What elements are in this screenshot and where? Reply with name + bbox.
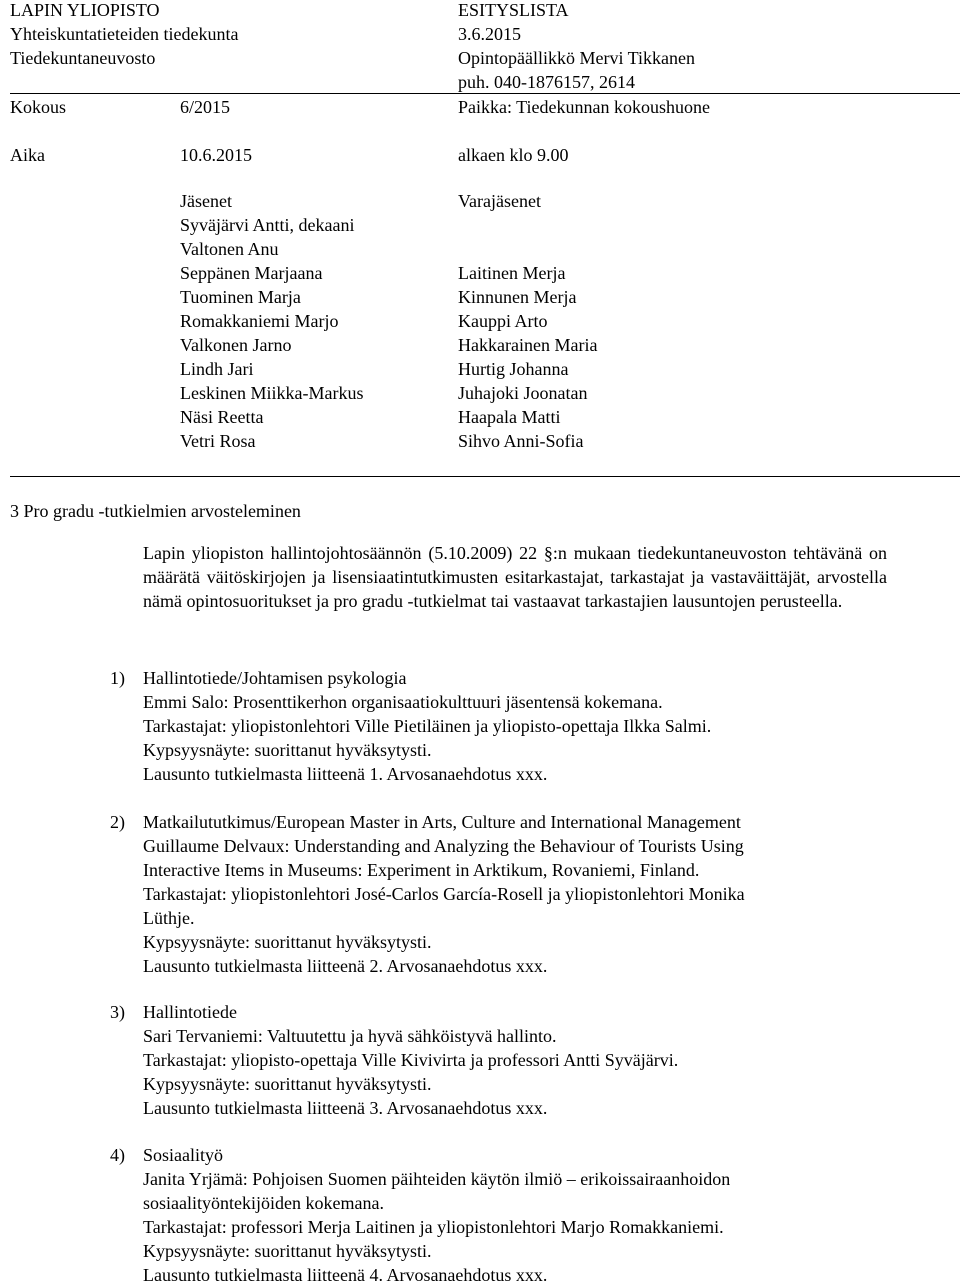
member-name: Leskinen Miikka-Markus	[180, 383, 364, 403]
university-name: LAPIN YLIOPISTO	[10, 0, 160, 20]
maturity-test: Kypsyysnäyte: suorittanut hyväksytysti.	[143, 932, 432, 952]
meeting-time: alkaen klo 9.00	[458, 145, 569, 165]
thesis-title: Emmi Salo: Prosenttikerhon organisaatiokulttuuri jäsentensä kokemana.	[143, 692, 663, 712]
thesis-title: Guillaume Delvaux: Understanding and Analyzing the Behaviour of Tourists Using	[143, 836, 744, 856]
statement: Lausunto tutkielmasta liitteenä 1. Arvosanaehdotus xxx.	[143, 764, 548, 784]
examiners: Lüthje.	[143, 908, 195, 928]
statement: Lausunto tutkielmasta liitteenä 2. Arvosanaehdotus xxx.	[143, 956, 548, 976]
item-number: 1)	[110, 668, 125, 688]
deputy-name: Haapala Matti	[458, 407, 561, 427]
member-name: Romakkaniemi Marjo	[180, 311, 339, 331]
meeting-number: 6/2015	[180, 97, 231, 117]
thesis-item	[143, 1143, 887, 1287]
item-subject: Sosiaalityö	[143, 1145, 223, 1165]
deputies-title: Varajäsenet	[458, 191, 541, 211]
item-number: 4)	[110, 1145, 125, 1165]
thesis-item	[143, 1000, 887, 1120]
item-number: 3)	[110, 1002, 125, 1022]
examiners: Tarkastajat: professori Merja Laitinen ja yliopistonlehtori Marjo Romakkaniemi.	[143, 1217, 724, 1237]
document-date: 3.6.2015	[458, 24, 521, 44]
deputy-name: Kinnunen Merja	[458, 287, 577, 307]
document-type: ESITYSLISTA	[458, 0, 569, 20]
meeting-date: 10.6.2015	[180, 145, 252, 165]
member-name: Lindh Jari	[180, 359, 254, 379]
maturity-test: Kypsyysnäyte: suorittanut hyväksytysti.	[143, 1074, 432, 1094]
members-title: Jäsenet	[180, 191, 232, 211]
member-name: Valkonen Jarno	[180, 335, 292, 355]
statement: Lausunto tutkielmasta liitteenä 4. Arvosanaehdotus xxx.	[143, 1265, 548, 1285]
meeting-label: Kokous	[10, 97, 67, 117]
item-subject: Hallintotiede/Johtamisen psykologia	[143, 668, 407, 688]
member-name: Näsi Reetta	[180, 407, 264, 427]
section-intro: Lapin yliopiston hallintojohtosäännön (5.10.2009) 22 §:n mukaan tiedekuntaneuvoston tehtävänä on määrätä väitöskirjojen ja lisensiaatintutkimusten esitarkastajat, tarkastajat ja vastaväittäjät, arvostella nämä opintosuoritukset ja pro gradu -tutkielmat tai vastaavat tarkastajien lausuntojen perusteella.	[143, 543, 887, 611]
deputy-name: Laitinen Merja	[458, 263, 566, 283]
contact-name: Opintopäällikkö Mervi Tikkanen	[458, 48, 695, 68]
member-name: Seppänen Marjaana	[180, 263, 323, 283]
member-name: Vetri Rosa	[180, 431, 256, 451]
item-number: 2)	[110, 812, 125, 832]
item-subject: Matkailututkimus/European Master in Arts, Culture and International Management	[143, 812, 741, 832]
section-title: 3 Pro gradu -tutkielmien arvosteleminen	[10, 501, 301, 521]
deputy-name: Hakkarainen Maria	[458, 335, 598, 355]
section-divider	[10, 476, 960, 477]
thesis-title: sosiaalityöntekijöiden kokemana.	[143, 1193, 384, 1213]
time-label: Aika	[10, 145, 45, 165]
thesis-title: Interactive Items in Museums: Experiment in Arktikum, Rovaniemi, Finland.	[143, 860, 700, 880]
faculty-name: Yhteiskuntatieteiden tiedekunta	[10, 24, 239, 44]
deputy-name: Sihvo Anni-Sofia	[458, 431, 584, 451]
examiners: Tarkastajat: yliopistonlehtori José-Carlos García-Rosell ja yliopistonlehtori Monika	[143, 884, 745, 904]
meeting-place: Paikka: Tiedekunnan kokoushuone	[458, 97, 710, 117]
statement: Lausunto tutkielmasta liitteenä 3. Arvosanaehdotus xxx.	[143, 1098, 548, 1118]
member-name: Syväjärvi Antti, dekaani	[180, 215, 355, 235]
examiners: Tarkastajat: yliopistonlehtori Ville Pietiläinen ja yliopisto-opettaja Ilkka Salmi.	[143, 716, 712, 736]
contact-phone: puh. 040-1876157, 2614	[458, 72, 635, 92]
member-name: Tuominen Marja	[180, 287, 301, 307]
thesis-item	[143, 666, 887, 786]
deputy-name: Juhajoki Joonatan	[458, 383, 588, 403]
thesis-title: Sari Tervaniemi: Valtuutettu ja hyvä sähköistyvä hallinto.	[143, 1026, 557, 1046]
deputy-name: Kauppi Arto	[458, 311, 548, 331]
council-name: Tiedekuntaneuvosto	[10, 48, 156, 68]
thesis-title: Janita Yrjämä: Pohjoisen Suomen päihteiden käytön ilmiö – erikoissairaanhoidon	[143, 1169, 731, 1189]
maturity-test: Kypsyysnäyte: suorittanut hyväksytysti.	[143, 1241, 432, 1261]
header-divider	[10, 93, 960, 94]
thesis-item	[143, 810, 887, 978]
member-name: Valtonen Anu	[180, 239, 279, 259]
deputy-name: Hurtig Johanna	[458, 359, 569, 379]
members-list	[180, 189, 363, 453]
maturity-test: Kypsyysnäyte: suorittanut hyväksytysti.	[143, 740, 432, 760]
examiners: Tarkastajat: yliopisto-opettaja Ville Kivivirta ja professori Antti Syväjärvi.	[143, 1050, 679, 1070]
deputies-list	[458, 189, 597, 453]
item-subject: Hallintotiede	[143, 1002, 237, 1022]
